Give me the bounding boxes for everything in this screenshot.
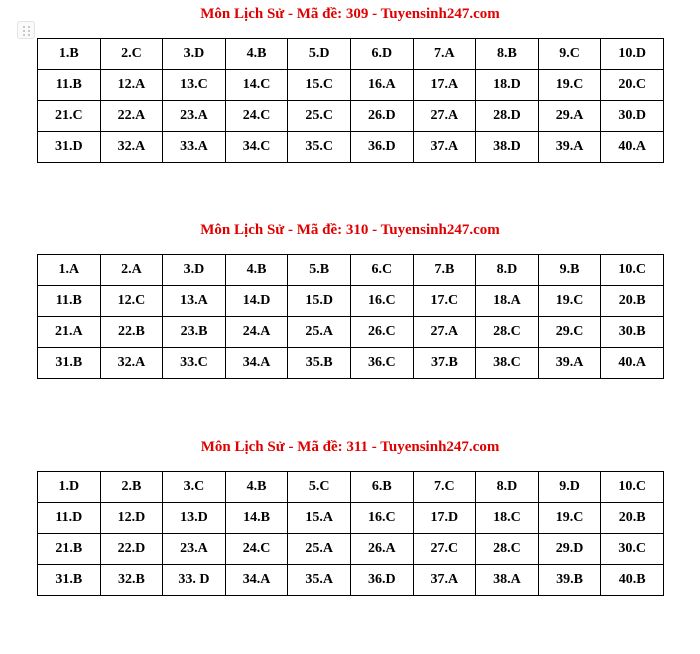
table-row (38, 534, 664, 565)
answer-cell: 16.C (350, 286, 413, 317)
answer-cell: 17.D (413, 503, 476, 534)
table-row (38, 286, 664, 317)
answer-cell: 1.B (38, 39, 101, 70)
answer-cell: 34.A (225, 348, 288, 379)
answer-cell: 13.C (163, 70, 226, 101)
table-row (38, 348, 664, 379)
answer-cell: 25.C (288, 101, 351, 132)
answer-cell: 14.C (225, 70, 288, 101)
answer-cell: 24.A (225, 317, 288, 348)
answer-cell: 3.D (163, 255, 226, 286)
answer-cell: 38.C (476, 348, 539, 379)
answer-cell: 37.A (413, 132, 476, 163)
answer-cell: 3.D (163, 39, 226, 70)
answer-cell: 12.A (100, 70, 163, 101)
answer-cell: 39.A (538, 132, 601, 163)
answer-cell: 22.A (100, 101, 163, 132)
answer-cell: 2.B (100, 472, 163, 503)
answer-cell: 15.C (288, 70, 351, 101)
answer-cell: 35.B (288, 348, 351, 379)
answer-cell: 12.D (100, 503, 163, 534)
answer-cell: 7.B (413, 255, 476, 286)
answer-cell: 20.B (601, 503, 664, 534)
answer-cell: 14.B (225, 503, 288, 534)
answer-cell: 6.B (350, 472, 413, 503)
answer-cell: 5.D (288, 39, 351, 70)
answer-cell: 33.C (163, 348, 226, 379)
answer-cell: 2.C (100, 39, 163, 70)
answer-cell: 9.D (538, 472, 601, 503)
answer-cell: 24.C (225, 534, 288, 565)
answer-cell: 15.A (288, 503, 351, 534)
answer-cell: 27.A (413, 317, 476, 348)
answer-cell: 30.C (601, 534, 664, 565)
answer-cell: 6.D (350, 39, 413, 70)
answer-cell: 30.D (601, 101, 664, 132)
answer-cell: 21.B (38, 534, 101, 565)
answer-cell: 33. D (163, 565, 226, 596)
answer-cell: 26.A (350, 534, 413, 565)
answer-cell: 18.C (476, 503, 539, 534)
answer-cell: 4.B (225, 39, 288, 70)
answer-cell: 10.D (601, 39, 664, 70)
answer-cell: 7.A (413, 39, 476, 70)
answer-cell: 38.D (476, 132, 539, 163)
answer-table (37, 38, 664, 163)
answer-cell: 7.C (413, 472, 476, 503)
answer-cell: 20.C (601, 70, 664, 101)
answer-cell: 22.B (100, 317, 163, 348)
answer-cell: 11.B (38, 286, 101, 317)
answer-cell: 40.A (601, 132, 664, 163)
answer-cell: 17.C (413, 286, 476, 317)
answer-cell: 19.C (538, 286, 601, 317)
answer-cell: 28.C (476, 317, 539, 348)
answer-cell: 34.C (225, 132, 288, 163)
answer-cell: 15.D (288, 286, 351, 317)
answer-cell: 36.D (350, 132, 413, 163)
answer-cell: 11.D (38, 503, 101, 534)
table-row (38, 317, 664, 348)
answer-cell: 26.C (350, 317, 413, 348)
answer-cell: 22.D (100, 534, 163, 565)
answer-cell: 25.A (288, 317, 351, 348)
answer-cell: 31.B (38, 565, 101, 596)
answer-cell: 36.C (350, 348, 413, 379)
answer-cell: 3.C (163, 472, 226, 503)
answer-cell: 13.A (163, 286, 226, 317)
answer-cell: 9.B (538, 255, 601, 286)
answer-cell: 24.C (225, 101, 288, 132)
answer-cell: 35.A (288, 565, 351, 596)
answer-cell: 23.B (163, 317, 226, 348)
table-row (38, 503, 664, 534)
answer-cell: 40.B (601, 565, 664, 596)
answer-cell: 40.A (601, 348, 664, 379)
answer-cell: 26.D (350, 101, 413, 132)
answer-cell: 27.A (413, 101, 476, 132)
answer-cell: 38.A (476, 565, 539, 596)
answer-cell: 8.B (476, 39, 539, 70)
answer-cell: 18.D (476, 70, 539, 101)
answer-cell: 36.D (350, 565, 413, 596)
answer-cell: 32.B (100, 565, 163, 596)
answer-cell: 20.B (601, 286, 664, 317)
answer-cell: 5.B (288, 255, 351, 286)
answer-cell: 35.C (288, 132, 351, 163)
answer-table (37, 254, 664, 379)
answer-cell: 16.C (350, 503, 413, 534)
answer-cell: 5.C (288, 472, 351, 503)
answer-cell: 14.D (225, 286, 288, 317)
answer-cell: 8.D (476, 255, 539, 286)
answer-cell: 29.A (538, 101, 601, 132)
answer-cell: 25.A (288, 534, 351, 565)
answer-cell: 29.D (538, 534, 601, 565)
answer-cell: 8.D (476, 472, 539, 503)
answer-cell: 29.C (538, 317, 601, 348)
table-row (38, 39, 664, 70)
answer-cell: 39.A (538, 348, 601, 379)
answer-cell: 6.C (350, 255, 413, 286)
answer-cell: 37.A (413, 565, 476, 596)
answer-cell: 32.A (100, 132, 163, 163)
answer-cell: 2.A (100, 255, 163, 286)
answer-cell: 33.A (163, 132, 226, 163)
answer-cell: 18.A (476, 286, 539, 317)
table-row (38, 70, 664, 101)
table-row (38, 101, 664, 132)
answer-cell: 13.D (163, 503, 226, 534)
answer-cell: 10.C (601, 255, 664, 286)
answer-cell: 21.A (38, 317, 101, 348)
answer-cell: 19.C (538, 70, 601, 101)
answer-cell: 4.B (225, 255, 288, 286)
answer-cell: 9.C (538, 39, 601, 70)
answer-cell: 12.C (100, 286, 163, 317)
answer-cell: 11.B (38, 70, 101, 101)
answer-cell: 37.B (413, 348, 476, 379)
answer-cell: 21.C (38, 101, 101, 132)
answer-cell: 23.A (163, 101, 226, 132)
answer-table (37, 471, 664, 596)
section-title: Môn Lịch Sử - Mã đề: 309 - Tuyensinh247.com (200, 6, 500, 22)
answer-cell: 1.A (38, 255, 101, 286)
answer-cell: 23.A (163, 534, 226, 565)
answer-cell: 28.C (476, 534, 539, 565)
answer-cell: 32.A (100, 348, 163, 379)
answer-cell: 4.B (225, 472, 288, 503)
table-row (38, 255, 664, 286)
answer-cell: 1.D (38, 472, 101, 503)
answer-cell: 34.A (225, 565, 288, 596)
section-title: Môn Lịch Sử - Mã đề: 311 - Tuyensinh247.com (200, 439, 500, 455)
answer-cell: 28.D (476, 101, 539, 132)
answer-cell: 17.A (413, 70, 476, 101)
answer-cell: 10.C (601, 472, 664, 503)
answer-cell: 39.B (538, 565, 601, 596)
answer-cell: 19.C (538, 503, 601, 534)
table-row (38, 132, 664, 163)
section-title: Môn Lịch Sử - Mã đề: 310 - Tuyensinh247.com (200, 222, 500, 238)
answer-cell: 31.B (38, 348, 101, 379)
answer-cell: 31.D (38, 132, 101, 163)
answer-cell: 27.C (413, 534, 476, 565)
table-row (38, 565, 664, 596)
table-row (38, 472, 664, 503)
answer-cell: 16.A (350, 70, 413, 101)
answer-cell: 30.B (601, 317, 664, 348)
